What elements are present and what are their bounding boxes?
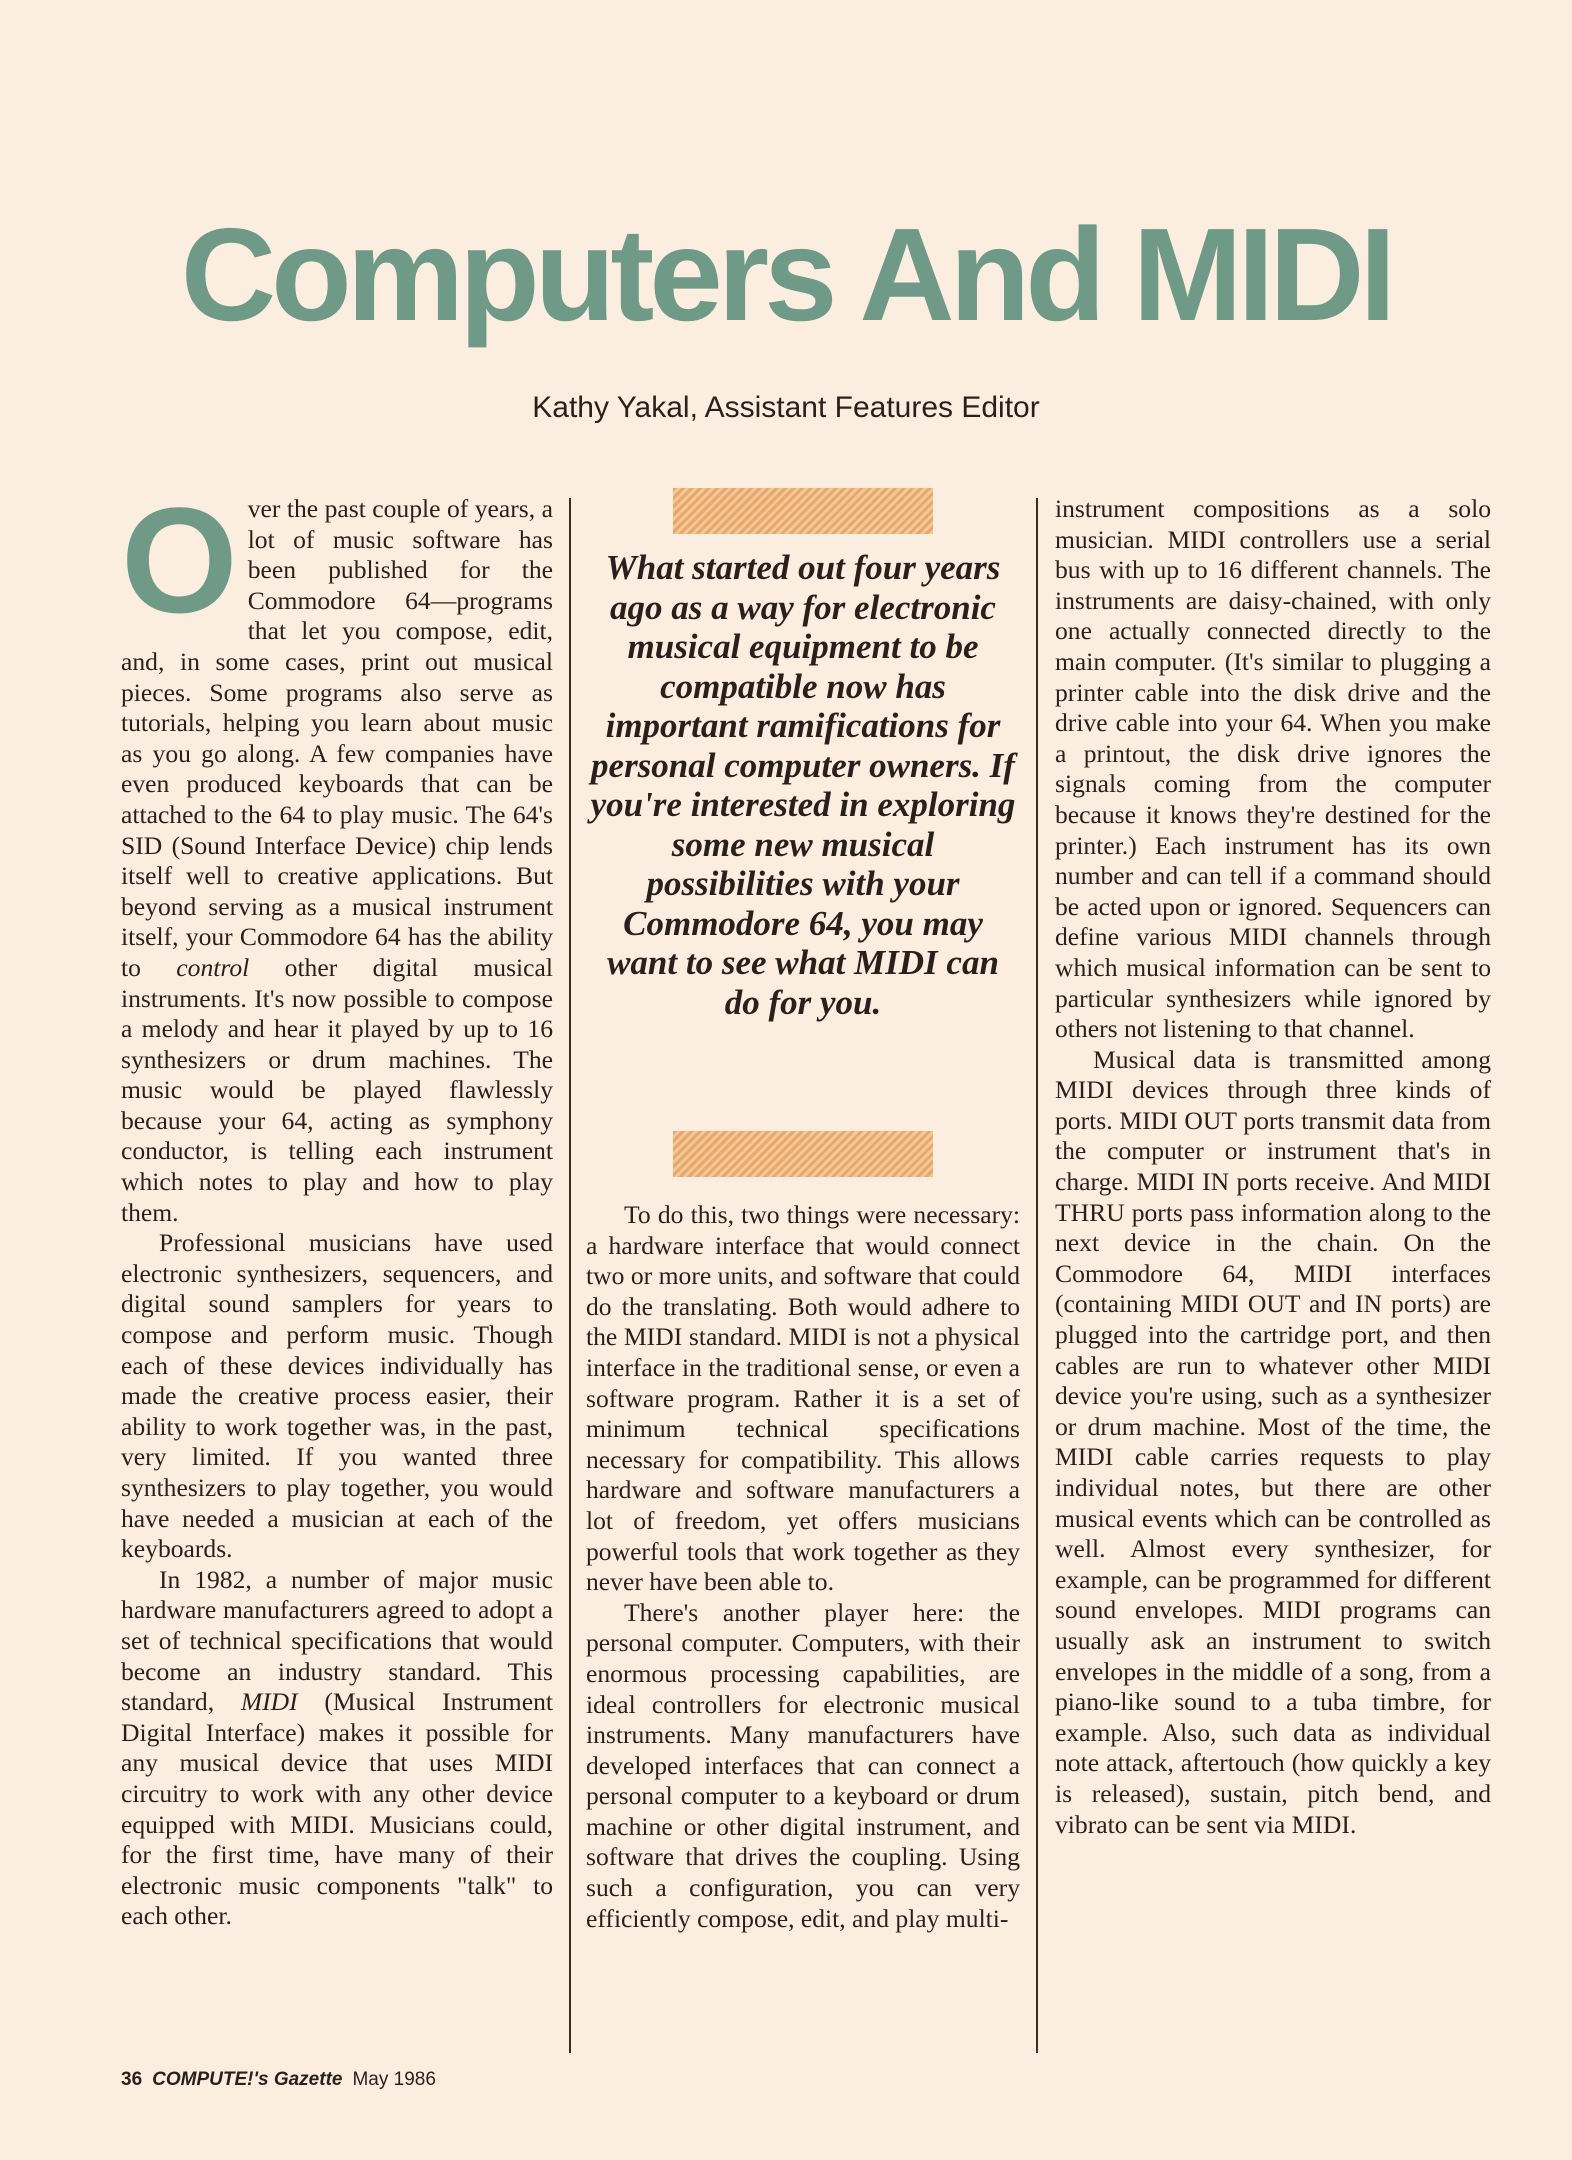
paragraph-text: ver the past couple of years, a lot of music software has been published for the Commodore 64—programs that let you compose, edit, and, in some cases, print out musical pieces. Some programs also serve as tutorials, helping you learn about music as you go along. A few companies have even produced keyboards that can be attached to the 64 to play music. The 64's SID (Sound Interface Device) chip lends itself well to creative applications. But beyond serving as a musical instrument itself, your Commodore 64 has the ability to bbox=[121, 494, 553, 982]
column-divider bbox=[569, 498, 571, 2053]
paragraph bbox=[121, 1565, 553, 1932]
page-number: 36 bbox=[121, 2069, 143, 2090]
paragraph-text: In 1982, a number of major music hardware manufacturers agreed to adopt a set of technical specifications that would become an industry standard. This standard, bbox=[121, 1564, 553, 1717]
article-title: Computers And MIDI bbox=[180, 201, 1392, 348]
paragraph: To do this, two things were necessary: a hardware interface that would connect two or more units, and software that could do the translating. Both would adhere to the MIDI standard. MIDI is not a physical interface in the traditional sense, or even a software program. Rather it is a set of minimum technical specifications necessary for compatibility. This allows hardware and software manufacturers a lot of freedom, yet offers musicians powerful tools that work together as they never have been able to. bbox=[586, 1200, 1020, 1597]
magazine-name: COMPUTE!'s Gazette bbox=[152, 2069, 343, 2090]
paragraph: Musical data is transmitted among MIDI devices through three kinds of ports. MIDI OUT ports transmit data from the computer or instrument that's in charge. MIDI IN ports receive. And MIDI THRU ports pass information along to the next device in the chain. On the Commodore 64, MIDI interfaces (containing MIDI OUT and IN ports) are plugged into the cartridge port, and then cables are run to whatever other MIDI device you're using, such as a synthesizer or drum machine. Most of the time, the MIDI cable carries requests to play individual notes, but there are other musical events which can be controlled as well. Almost every synthesizer, for example, can be programmed for different sound envelopes. MIDI programs can usually ask an instrument to switch envelopes in the middle of a song, from a piano-like sound to a tuba timbre, for example. Also, such data as individual note attack, aftertouch (how quickly a key is released), sustain, pitch bend, and vibrato can be sent via MIDI. bbox=[1055, 1044, 1491, 1839]
pull-quote: What started out four years ago as a way for electronic musical equipment to be compatible now has important ramifications for personal computer owners. If you're interested in exploring some new musical possibilities with your Commodore 64, you may want to see what MIDI can do for you. bbox=[590, 548, 1016, 1022]
paragraph: Professional musicians have used electronic synthesizers, sequencers, and digital sound samplers for years to compose and perform music. Though each of these devices individually has made the creative process easier, their ability to work together was, in the past, very limited. If you wanted three synthesizers to play together, you would have needed a musician at each of the keyboards. bbox=[121, 1228, 553, 1564]
column-3 bbox=[1055, 494, 1491, 1840]
issue-date: May 1986 bbox=[352, 2069, 436, 2090]
column-2 bbox=[586, 1200, 1020, 1934]
paragraph: There's another player here: the personal computer. Computers, with their enormous processing capabilities, are ideal controllers for electronic musical instruments. Many manufacturers have developed interfaces that can connect a personal computer to a keyboard or drum machine or other digital instrument, and software that drives the coupling. Using such a configuration, you can very efficiently compose, edit, and play multi- bbox=[586, 1597, 1020, 1933]
paragraph-text: (Musical Instrument Digital Interface) makes it possible for any musical device that uses MIDI circuitry to work with any other device equipped with MIDI. Musicians could, for the first time, have many of their electronic music components "talk" to each other. bbox=[121, 1687, 553, 1931]
page-footer bbox=[121, 2068, 436, 2092]
pull-quote-ornament-bottom bbox=[673, 1131, 933, 1177]
byline: Kathy Yakal, Assistant Features Editor bbox=[532, 391, 1040, 424]
paragraph-text: other digital musical instruments. It's now possible to compose a melody and hear it played by up to 16 synthesizers or drum machines. The music would be played flawlessly because your 64, acting as symphony conductor, is telling each instrument which notes to play and how to play them. bbox=[121, 952, 553, 1227]
column-1 bbox=[121, 476, 553, 1932]
emphasis: control bbox=[176, 952, 250, 982]
column-divider bbox=[1036, 498, 1038, 2053]
paragraph bbox=[121, 476, 553, 1228]
paragraph: instrument compositions as a solo musician. MIDI controllers use a serial bus with up to 16 different channels. The instruments are daisy-chained, with only one actually connected directly to the main computer. (It's similar to plugging a printer cable into the disk drive and the drive cable into your 64. When you make a printout, the disk drive ignores the signals coming from the computer because it knows they're destined for the printer.) Each instrument has its own number and can tell if a command should be acted upon or ignored. Sequencers can define various MIDI channels through which musical information can be sent to particular synthesizers while ignored by others not listening to that channel. bbox=[1055, 494, 1491, 1044]
pull-quote-ornament-top bbox=[673, 488, 933, 534]
emphasis: MIDI bbox=[240, 1687, 298, 1717]
drop-cap: O bbox=[121, 476, 238, 644]
